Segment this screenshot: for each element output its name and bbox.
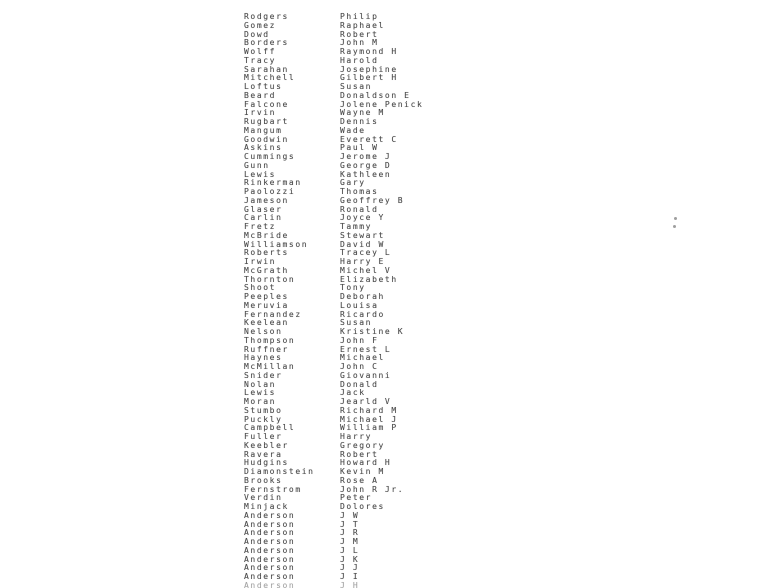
last-name: Williamson bbox=[244, 239, 309, 249]
first-name: J K bbox=[340, 554, 360, 564]
last-name: Anderson bbox=[244, 537, 296, 546]
first-name: Tracey L bbox=[340, 248, 392, 258]
last-name: Keebler bbox=[244, 440, 289, 450]
first-name: Dolores bbox=[340, 502, 385, 511]
first-name: Thomas bbox=[340, 187, 379, 196]
first-name: J H bbox=[340, 580, 360, 588]
last-name: McGrath bbox=[244, 265, 289, 275]
first-name: Wayne M bbox=[340, 108, 385, 118]
last-name: Anderson bbox=[244, 554, 296, 564]
first-name: Harry bbox=[340, 432, 373, 441]
list-row bbox=[244, 153, 423, 162]
first-name: Harry E bbox=[340, 257, 385, 266]
first-name: J T bbox=[340, 519, 360, 529]
first-name: Everett C bbox=[340, 134, 398, 144]
last-name: Goodwin bbox=[244, 134, 289, 144]
last-name: Gunn bbox=[244, 160, 270, 170]
last-name: Sarahan bbox=[244, 64, 289, 74]
last-name: Rinkerman bbox=[244, 178, 302, 188]
last-name: Borders bbox=[244, 38, 289, 48]
last-name: Moran bbox=[244, 397, 277, 406]
last-name: Meruvia bbox=[244, 300, 289, 310]
last-name: Paolozzi bbox=[244, 187, 296, 196]
last-name: Keelean bbox=[244, 318, 289, 328]
last-name: Lewis bbox=[244, 388, 277, 398]
last-name: Rodgers bbox=[244, 12, 289, 21]
last-name: Haynes bbox=[244, 353, 283, 363]
last-name: Thompson bbox=[244, 335, 296, 345]
first-name: Joyce Y bbox=[340, 213, 385, 223]
first-name: Rose A bbox=[340, 475, 379, 485]
first-name: Michel V bbox=[340, 265, 392, 275]
first-name: Harold bbox=[340, 55, 379, 65]
first-name: Michael bbox=[340, 353, 385, 363]
last-name: Mangum bbox=[244, 125, 283, 135]
first-name: Giovanni bbox=[340, 370, 392, 380]
first-name: Philip bbox=[340, 12, 379, 21]
first-name: Kevin M bbox=[340, 467, 385, 476]
first-name: Raphael bbox=[340, 20, 385, 30]
last-name: Verdin bbox=[244, 493, 283, 503]
first-name: David W bbox=[340, 239, 385, 249]
last-name: Diamonstein bbox=[244, 467, 315, 476]
first-name: Michael J bbox=[340, 414, 398, 424]
last-name: Carlin bbox=[244, 213, 283, 223]
first-name: Gary bbox=[340, 178, 366, 188]
last-name: Fretz bbox=[244, 222, 277, 231]
first-name: Jerome J bbox=[340, 152, 392, 161]
last-name: Anderson bbox=[244, 563, 296, 573]
name-list bbox=[244, 13, 423, 588]
first-name: Ronald bbox=[340, 204, 379, 214]
first-name: Ernest L bbox=[340, 344, 392, 354]
last-name: Puckly bbox=[244, 414, 283, 424]
first-name: Susan bbox=[340, 318, 373, 328]
last-name: Fernstrom bbox=[244, 484, 302, 494]
first-name: Elizabeth bbox=[340, 274, 398, 284]
first-name: Gregory bbox=[340, 440, 385, 450]
last-name: Cummings bbox=[244, 152, 296, 161]
last-name: Shoot bbox=[244, 283, 277, 293]
list-row bbox=[244, 582, 423, 588]
last-name: Falcone bbox=[244, 99, 289, 109]
first-name: John R Jr. bbox=[340, 484, 405, 494]
last-name: Roberts bbox=[244, 248, 289, 258]
last-name: Snider bbox=[244, 370, 283, 380]
first-name: J L bbox=[340, 545, 360, 555]
first-name: John F bbox=[340, 335, 379, 345]
last-name: Minjack bbox=[244, 502, 289, 511]
first-name: John M bbox=[340, 38, 379, 48]
last-name: Tracy bbox=[244, 55, 277, 65]
first-name: Wade bbox=[340, 125, 366, 135]
last-name: Peeples bbox=[244, 292, 289, 301]
last-name: Ravera bbox=[244, 449, 283, 459]
first-name: J W bbox=[340, 510, 360, 520]
first-name: Richard M bbox=[340, 405, 398, 415]
last-name: Anderson bbox=[244, 572, 296, 581]
last-name: Stumbo bbox=[244, 405, 283, 415]
first-name: Paul W bbox=[340, 143, 379, 153]
list-row bbox=[244, 22, 423, 31]
last-name: Anderson bbox=[244, 510, 296, 520]
first-name: John C bbox=[340, 362, 379, 371]
first-name: Jack bbox=[340, 388, 366, 398]
last-name: Askins bbox=[244, 143, 283, 153]
first-name: Dennis bbox=[340, 117, 379, 126]
first-name: Tony bbox=[340, 283, 366, 293]
scan-speck bbox=[673, 225, 676, 228]
first-name: Donald bbox=[340, 379, 379, 389]
last-name: Wolff bbox=[244, 47, 277, 56]
last-name: Nelson bbox=[244, 327, 283, 336]
first-name: Peter bbox=[340, 493, 373, 503]
first-name: Stewart bbox=[340, 230, 385, 240]
last-name: Lewis bbox=[244, 169, 277, 179]
first-name: J I bbox=[340, 572, 360, 581]
first-name: Susan bbox=[340, 82, 373, 91]
last-name: Nolan bbox=[244, 379, 277, 389]
first-name: Howard H bbox=[340, 458, 392, 468]
first-name: J J bbox=[340, 563, 360, 573]
last-name: Gomez bbox=[244, 20, 277, 30]
first-name: Robert bbox=[340, 29, 379, 39]
last-name: Hudgins bbox=[244, 458, 289, 468]
last-name: Fernandez bbox=[244, 309, 302, 319]
first-name: Jolene Penick bbox=[340, 99, 424, 109]
last-name: Anderson bbox=[244, 519, 296, 529]
first-name: Louisa bbox=[340, 300, 379, 310]
last-name: Anderson bbox=[244, 580, 296, 588]
first-name: Josephine bbox=[340, 64, 398, 74]
first-name: Geoffrey B bbox=[340, 195, 405, 205]
last-name: Loftus bbox=[244, 82, 283, 91]
last-name: Rugbart bbox=[244, 117, 289, 126]
scan-speck bbox=[674, 217, 677, 220]
last-name: McBride bbox=[244, 230, 289, 240]
last-name: McMillan bbox=[244, 362, 296, 371]
last-name: Fuller bbox=[244, 432, 283, 441]
first-name: Tammy bbox=[340, 222, 373, 231]
last-name: Thornton bbox=[244, 274, 296, 284]
last-name: Campbell bbox=[244, 423, 296, 433]
last-name: Mitchell bbox=[244, 73, 296, 83]
first-name: Jearld V bbox=[340, 397, 392, 406]
last-name: Glaser bbox=[244, 204, 283, 214]
first-name: Ricardo bbox=[340, 309, 385, 319]
last-name: Ruffner bbox=[244, 344, 289, 354]
first-name: Raymond H bbox=[340, 47, 398, 56]
first-name: Kristine K bbox=[340, 327, 405, 336]
last-name: Brooks bbox=[244, 475, 283, 485]
last-name: Irwin bbox=[244, 257, 277, 266]
first-name: Deborah bbox=[340, 292, 385, 301]
first-name: Robert bbox=[340, 449, 379, 459]
first-name: George D bbox=[340, 160, 392, 170]
last-name: Jameson bbox=[244, 195, 289, 205]
last-name: Dowd bbox=[244, 29, 270, 39]
first-name: Kathleen bbox=[340, 169, 392, 179]
first-name: William P bbox=[340, 423, 398, 433]
first-name: Donaldson E bbox=[340, 90, 411, 100]
first-name: J M bbox=[340, 537, 360, 546]
last-name: Anderson bbox=[244, 545, 296, 555]
last-name: Irvin bbox=[244, 108, 277, 118]
last-name: Anderson bbox=[244, 528, 296, 538]
last-name: Beard bbox=[244, 90, 277, 100]
first-name: J R bbox=[340, 528, 360, 538]
first-name: Gilbert H bbox=[340, 73, 398, 83]
